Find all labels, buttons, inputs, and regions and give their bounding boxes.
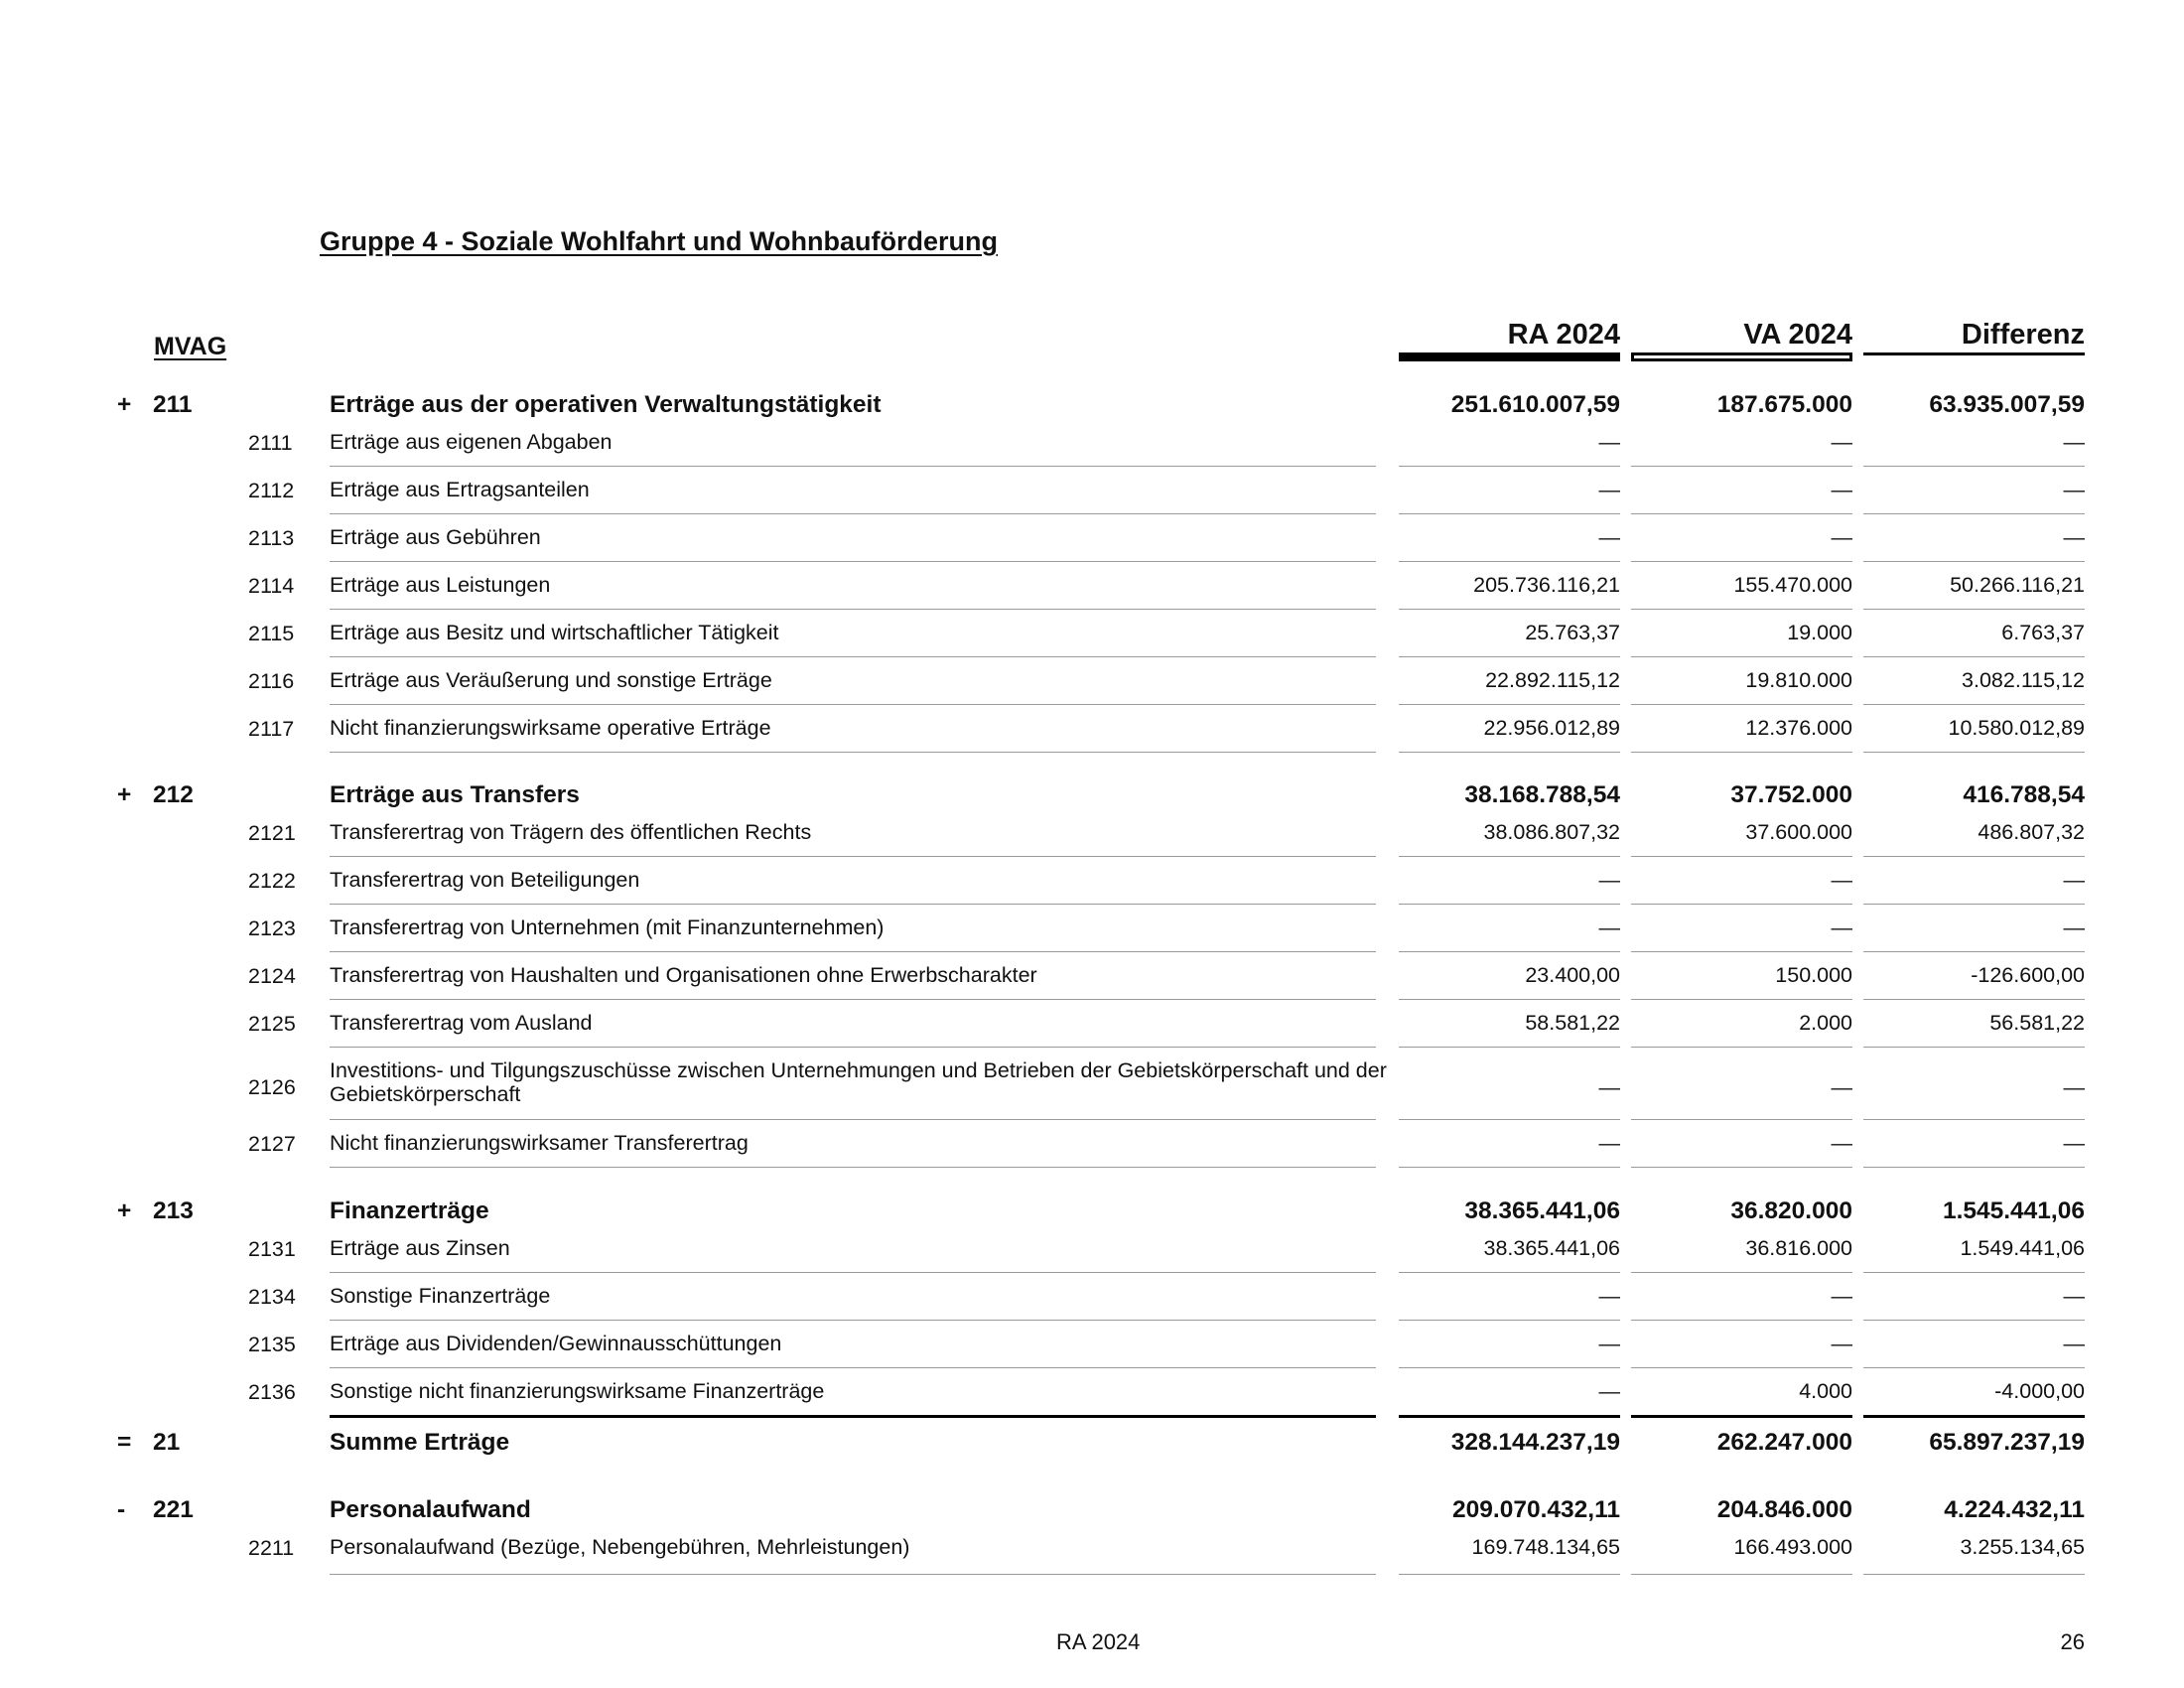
row-separator xyxy=(1399,856,1620,857)
row-separator xyxy=(1863,1119,2085,1120)
row-separator xyxy=(1863,752,2085,753)
value-ra: 328.144.237,19 xyxy=(1450,1429,1620,1456)
row-separator xyxy=(1399,1047,1620,1048)
value-va: — xyxy=(1831,868,1852,892)
row-separator xyxy=(1631,951,1852,952)
sub-code: 2116 xyxy=(248,669,295,693)
sub-code: 2125 xyxy=(248,1012,296,1036)
row-label: Erträge aus eigenen Abgaben xyxy=(330,430,613,454)
row-separator xyxy=(1863,466,2085,467)
value-ra: 38.365.441,06 xyxy=(1483,1236,1620,1260)
sub-code: 2122 xyxy=(248,869,296,893)
row-separator xyxy=(330,904,1376,905)
row-separator xyxy=(1399,1119,1620,1120)
value-differenz: 1.549.441,06 xyxy=(1960,1236,2085,1260)
row-label: Nicht finanzierungswirksamer Transferertrag xyxy=(330,1131,749,1155)
sub-code: 2114 xyxy=(248,574,295,598)
value-ra: 22.956.012,89 xyxy=(1483,716,1620,740)
row-separator xyxy=(330,1574,1376,1575)
value-differenz: 63.935.007,59 xyxy=(1929,391,2085,418)
value-va: — xyxy=(1831,478,1852,501)
row-sign: - xyxy=(117,1496,126,1523)
mvag-code: 212 xyxy=(153,781,194,808)
row-sign: = xyxy=(117,1429,132,1456)
value-differenz: 3.082.115,12 xyxy=(1962,668,2085,692)
value-va: — xyxy=(1831,525,1852,549)
row-label: Erträge aus der operativen Verwaltungstätigkeit xyxy=(330,391,882,418)
column-header-differenz: Differenz xyxy=(1961,319,2085,351)
value-differenz: — xyxy=(2063,1284,2085,1308)
value-va: 187.675.000 xyxy=(1716,391,1852,418)
row-separator xyxy=(1399,513,1620,514)
row-separator xyxy=(330,1272,1376,1273)
value-ra: — xyxy=(1598,1332,1620,1355)
row-separator xyxy=(1399,466,1620,467)
value-va: 2.000 xyxy=(1799,1011,1852,1035)
total-separator xyxy=(330,1415,1376,1418)
row-separator xyxy=(1863,1047,2085,1048)
value-va: 262.247.000 xyxy=(1716,1429,1852,1456)
row-separator xyxy=(1863,856,2085,857)
row-separator xyxy=(1863,1320,2085,1321)
row-separator xyxy=(1863,1367,2085,1368)
value-ra: — xyxy=(1598,1075,1620,1099)
value-ra: 251.610.007,59 xyxy=(1450,391,1620,418)
row-separator xyxy=(1631,1119,1852,1120)
row-separator xyxy=(1399,904,1620,905)
value-va: 19.000 xyxy=(1787,621,1852,644)
value-differenz: — xyxy=(2063,478,2085,501)
value-ra: — xyxy=(1598,478,1620,501)
row-separator xyxy=(1863,1167,2085,1168)
value-ra: 169.748.134,65 xyxy=(1471,1535,1620,1559)
value-va: 36.820.000 xyxy=(1730,1197,1852,1224)
row-separator xyxy=(1863,951,2085,952)
row-label: Summe Erträge xyxy=(330,1429,510,1456)
row-separator xyxy=(330,466,1376,467)
row-separator xyxy=(1399,1272,1620,1273)
mvag-code: 221 xyxy=(153,1496,194,1523)
row-separator xyxy=(330,999,1376,1000)
row-separator xyxy=(1399,1367,1620,1368)
row-separator xyxy=(1631,1272,1852,1273)
row-label: Erträge aus Ertragsanteilen xyxy=(330,478,590,501)
value-differenz: 1.545.441,06 xyxy=(1942,1197,2085,1224)
value-ra: 38.086.807,32 xyxy=(1483,820,1620,844)
row-label: Erträge aus Besitz und wirtschaftlicher Tätigkeit xyxy=(330,621,779,644)
row-separator xyxy=(1863,561,2085,562)
row-separator xyxy=(1399,609,1620,610)
row-separator xyxy=(1631,1167,1852,1168)
row-label: Transferertrag von Haushalten und Organisationen ohne Erwerbscharakter xyxy=(330,963,1037,987)
row-separator xyxy=(330,1320,1376,1321)
sub-code: 2131 xyxy=(248,1237,296,1261)
value-va: 4.000 xyxy=(1799,1379,1852,1403)
row-separator xyxy=(1863,656,2085,657)
sub-code: 2124 xyxy=(248,964,296,988)
row-separator xyxy=(330,1167,1376,1168)
value-differenz: — xyxy=(2063,1332,2085,1355)
value-ra: 38.365.441,06 xyxy=(1464,1197,1620,1224)
sub-code: 2127 xyxy=(248,1132,296,1156)
row-separator xyxy=(1399,704,1620,705)
value-differenz: 65.897.237,19 xyxy=(1929,1429,2085,1456)
value-ra: 38.168.788,54 xyxy=(1464,781,1620,808)
row-separator xyxy=(330,1047,1376,1048)
value-va: — xyxy=(1831,1332,1852,1355)
value-va: 37.600.000 xyxy=(1745,820,1852,844)
row-label: Personalaufwand xyxy=(330,1496,531,1523)
sub-code: 2115 xyxy=(248,622,295,645)
value-ra: 209.070.432,11 xyxy=(1452,1496,1620,1523)
row-separator xyxy=(330,1119,1376,1120)
row-separator xyxy=(1631,656,1852,657)
row-label: Erträge aus Dividenden/Gewinnausschüttungen xyxy=(330,1332,782,1355)
row-label: Finanzerträge xyxy=(330,1197,489,1224)
value-ra: — xyxy=(1598,915,1620,939)
row-separator xyxy=(1631,1574,1852,1575)
sub-code: 2111 xyxy=(248,431,293,455)
row-separator xyxy=(1399,1167,1620,1168)
row-separator xyxy=(330,656,1376,657)
row-label: Erträge aus Gebühren xyxy=(330,525,541,549)
sub-code: 2112 xyxy=(248,479,295,502)
row-label: Sonstige nicht finanzierungswirksame Finanzerträge xyxy=(330,1379,825,1403)
value-va: — xyxy=(1831,1284,1852,1308)
row-separator xyxy=(330,609,1376,610)
row-separator xyxy=(1399,1574,1620,1575)
row-separator xyxy=(330,513,1376,514)
row-separator xyxy=(1863,904,2085,905)
value-differenz: 4.224.432,11 xyxy=(1944,1496,2085,1523)
mvag-header: MVAG xyxy=(154,333,227,360)
row-separator xyxy=(330,856,1376,857)
value-va: — xyxy=(1831,1131,1852,1155)
row-separator xyxy=(1399,951,1620,952)
value-va: — xyxy=(1831,915,1852,939)
value-va: 36.816.000 xyxy=(1745,1236,1852,1260)
value-va: 12.376.000 xyxy=(1745,716,1852,740)
sub-code: 2126 xyxy=(248,1075,296,1099)
row-separator xyxy=(1631,856,1852,857)
sub-code: 2113 xyxy=(248,526,295,550)
total-separator xyxy=(1399,1415,1620,1418)
value-va: 204.846.000 xyxy=(1716,1496,1852,1523)
value-ra: 58.581,22 xyxy=(1525,1011,1620,1035)
value-differenz: — xyxy=(2063,1131,2085,1155)
value-differenz: 416.788,54 xyxy=(1963,781,2085,808)
row-separator xyxy=(330,951,1376,952)
row-separator xyxy=(1399,999,1620,1000)
row-separator xyxy=(1863,513,2085,514)
total-separator xyxy=(1863,1415,2085,1418)
value-va: 155.470.000 xyxy=(1733,573,1852,597)
value-va: — xyxy=(1831,430,1852,454)
row-sign: + xyxy=(117,1197,132,1224)
row-separator xyxy=(1863,609,2085,610)
value-differenz: 6.763,37 xyxy=(2001,621,2085,644)
row-separator xyxy=(330,752,1376,753)
sub-code: 2134 xyxy=(248,1285,296,1309)
sub-code: 2135 xyxy=(248,1333,296,1356)
row-label: Erträge aus Leistungen xyxy=(330,573,551,597)
value-ra: — xyxy=(1598,868,1620,892)
row-label: Erträge aus Zinsen xyxy=(330,1236,510,1260)
row-separator xyxy=(330,704,1376,705)
value-differenz: 10.580.012,89 xyxy=(1948,716,2085,740)
value-ra: 23.400,00 xyxy=(1525,963,1620,987)
sub-code: 2211 xyxy=(248,1536,295,1560)
row-label: Transferertrag von Unternehmen (mit Finanzunternehmen) xyxy=(330,915,885,939)
row-label: Erträge aus Transfers xyxy=(330,781,580,808)
column-header-ra: RA 2024 xyxy=(1507,319,1620,351)
row-separator xyxy=(1631,1047,1852,1048)
value-differenz: -4.000,00 xyxy=(1994,1379,2085,1403)
value-differenz: — xyxy=(2063,1075,2085,1099)
value-va: — xyxy=(1831,1075,1852,1099)
row-separator xyxy=(1863,1574,2085,1575)
row-label: Transferertrag von Beteiligungen xyxy=(330,868,640,892)
value-differenz: — xyxy=(2063,525,2085,549)
row-separator xyxy=(1863,704,2085,705)
row-separator xyxy=(1399,752,1620,753)
value-ra: — xyxy=(1598,430,1620,454)
row-label: Personalaufwand (Bezüge, Nebengebühren, Mehrleistungen) xyxy=(330,1535,910,1559)
row-label: Nicht finanzierungswirksame operative Erträge xyxy=(330,716,771,740)
value-ra: 205.736.116,21 xyxy=(1473,573,1620,597)
value-differenz: -126.600,00 xyxy=(1971,963,2085,987)
page-number: 26 xyxy=(2060,1629,2085,1654)
footer-label: RA 2024 xyxy=(1056,1629,1141,1654)
value-ra: — xyxy=(1598,1131,1620,1155)
row-separator xyxy=(1631,904,1852,905)
sub-code: 2117 xyxy=(248,717,295,741)
sub-code: 2121 xyxy=(248,821,296,845)
value-differenz: — xyxy=(2063,915,2085,939)
row-label: Transferertrag von Trägern des öffentlichen Rechts xyxy=(330,820,812,844)
value-va: 37.752.000 xyxy=(1730,781,1852,808)
value-ra: 22.892.115,12 xyxy=(1485,668,1620,692)
value-differenz: 486.807,32 xyxy=(1978,820,2085,844)
row-separator xyxy=(1631,1320,1852,1321)
row-sign: + xyxy=(117,781,132,808)
row-separator xyxy=(1399,656,1620,657)
row-separator xyxy=(1631,704,1852,705)
row-separator xyxy=(1863,999,2085,1000)
row-separator xyxy=(1631,999,1852,1000)
total-separator xyxy=(1631,1415,1852,1418)
row-separator xyxy=(1631,513,1852,514)
row-label: Investitions- und Tilgungszuschüsse zwischen Unternehmungen und Betrieben der Gebietskörperschaft und der Gebietskörperschaft xyxy=(330,1058,1387,1106)
row-label: Erträge aus Veräußerung und sonstige Erträge xyxy=(330,668,772,692)
row-separator xyxy=(1399,1320,1620,1321)
value-differenz: — xyxy=(2063,868,2085,892)
row-sign: + xyxy=(117,391,132,418)
value-va: 150.000 xyxy=(1775,963,1852,987)
value-ra: — xyxy=(1598,525,1620,549)
row-separator xyxy=(330,561,1376,562)
value-va: 19.810.000 xyxy=(1745,668,1852,692)
value-ra: — xyxy=(1598,1284,1620,1308)
mvag-code: 211 xyxy=(153,391,193,418)
row-label: Sonstige Finanzerträge xyxy=(330,1284,551,1308)
page-title: Gruppe 4 - Soziale Wohlfahrt und Wohnbauförderung xyxy=(320,226,998,256)
value-va: 166.493.000 xyxy=(1733,1535,1852,1559)
value-differenz: 50.266.116,21 xyxy=(1950,573,2085,597)
sub-code: 2123 xyxy=(248,916,296,940)
row-separator xyxy=(330,1367,1376,1368)
row-separator xyxy=(1399,561,1620,562)
value-ra: — xyxy=(1598,1379,1620,1403)
value-differenz: — xyxy=(2063,430,2085,454)
row-separator xyxy=(1631,466,1852,467)
row-separator xyxy=(1863,1272,2085,1273)
row-separator xyxy=(1631,561,1852,562)
value-ra: 25.763,37 xyxy=(1525,621,1620,644)
row-label: Transferertrag vom Ausland xyxy=(330,1011,593,1035)
value-differenz: 56.581,22 xyxy=(1989,1011,2085,1035)
column-header-va: VA 2024 xyxy=(1743,319,1852,351)
mvag-code: 21 xyxy=(153,1429,181,1456)
mvag-code: 213 xyxy=(153,1197,194,1224)
row-separator xyxy=(1631,1367,1852,1368)
sub-code: 2136 xyxy=(248,1380,296,1404)
value-differenz: 3.255.134,65 xyxy=(1960,1535,2085,1559)
row-separator xyxy=(1631,609,1852,610)
row-separator xyxy=(1631,752,1852,753)
